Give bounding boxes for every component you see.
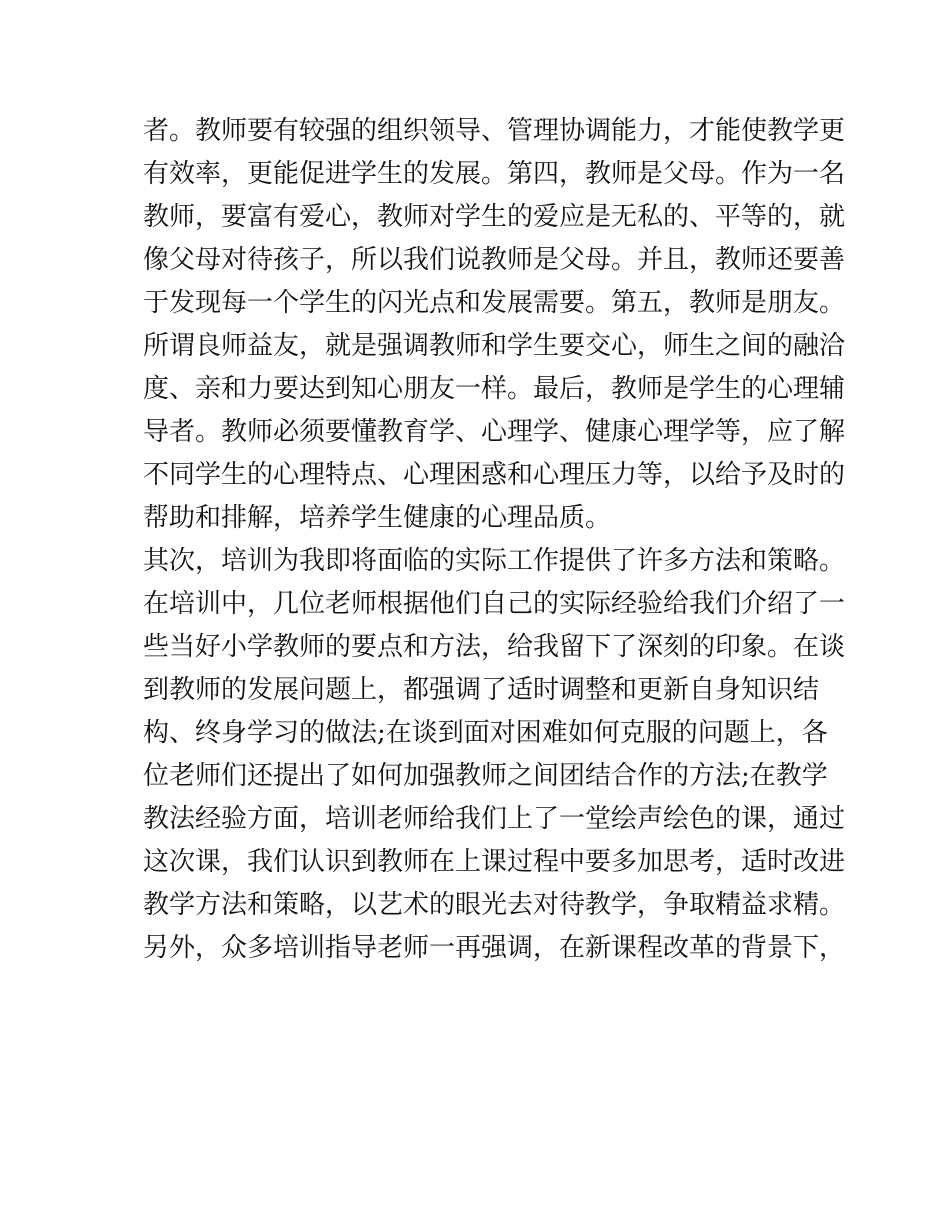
- text-line: 教法经验方面，培训老师给我们上了一堂绘声绘色的课，通过: [143, 804, 846, 834]
- text-line: 另外，众多培训指导老师一再强调，在新课程改革的背景下，: [143, 933, 846, 963]
- text-line: 在培训中，几位老师根据他们自己的实际经验给我们介绍了一: [143, 589, 846, 619]
- text-line: 所谓良师益友，就是强调教师和学生要交心，师生之间的融洽: [143, 331, 846, 361]
- text-line: 构、终身学习的做法;在谈到面对困难如何克服的问题上，各: [143, 718, 828, 748]
- body-text: [143, 110, 846, 970]
- text-line: 导者。教师必须要懂教育学、心理学、健康心理学等，应了解: [143, 417, 846, 447]
- text-line: 者。教师要有较强的组织领导、管理协调能力，才能使教学更: [143, 116, 846, 146]
- text-line: 有效率，更能促进学生的发展。第四，教师是父母。作为一名: [143, 159, 846, 189]
- text-line: 位老师们还提出了如何加强教师之间团结合作的方法;在教学: [143, 761, 828, 791]
- text-line: 其次，培训为我即将面临的实际工作提供了许多方法和策略。: [143, 546, 846, 576]
- text-line: 不同学生的心理特点、心理困惑和心理压力等，以给予及时的: [143, 460, 846, 490]
- text-line: 教师，要富有爱心，教师对学生的爱应是无私的、平等的，就: [143, 202, 846, 232]
- text-line: 度、亲和力要达到知心朋友一样。最后，教师是学生的心理辅: [143, 374, 846, 404]
- text-line: 到教师的发展问题上，都强调了适时调整和更新自身知识结: [143, 675, 820, 705]
- text-line: 这次课，我们认识到教师在上课过程中要多加思考，适时改进: [143, 847, 846, 877]
- text-line: 于发现每一个学生的闪光点和发展需要。第五，教师是朋友。: [143, 288, 846, 318]
- text-line: 像父母对待孩子，所以我们说教师是父母。并且，教师还要善: [143, 245, 846, 275]
- text-line: 教学方法和策略，以艺术的眼光去对待教学，争取精益求精。: [143, 890, 846, 920]
- text-line: 帮助和排解，培养学生健康的心理品质。: [143, 503, 612, 533]
- text-line: 些当好小学教师的要点和方法，给我留下了深刻的印象。在谈: [143, 632, 846, 662]
